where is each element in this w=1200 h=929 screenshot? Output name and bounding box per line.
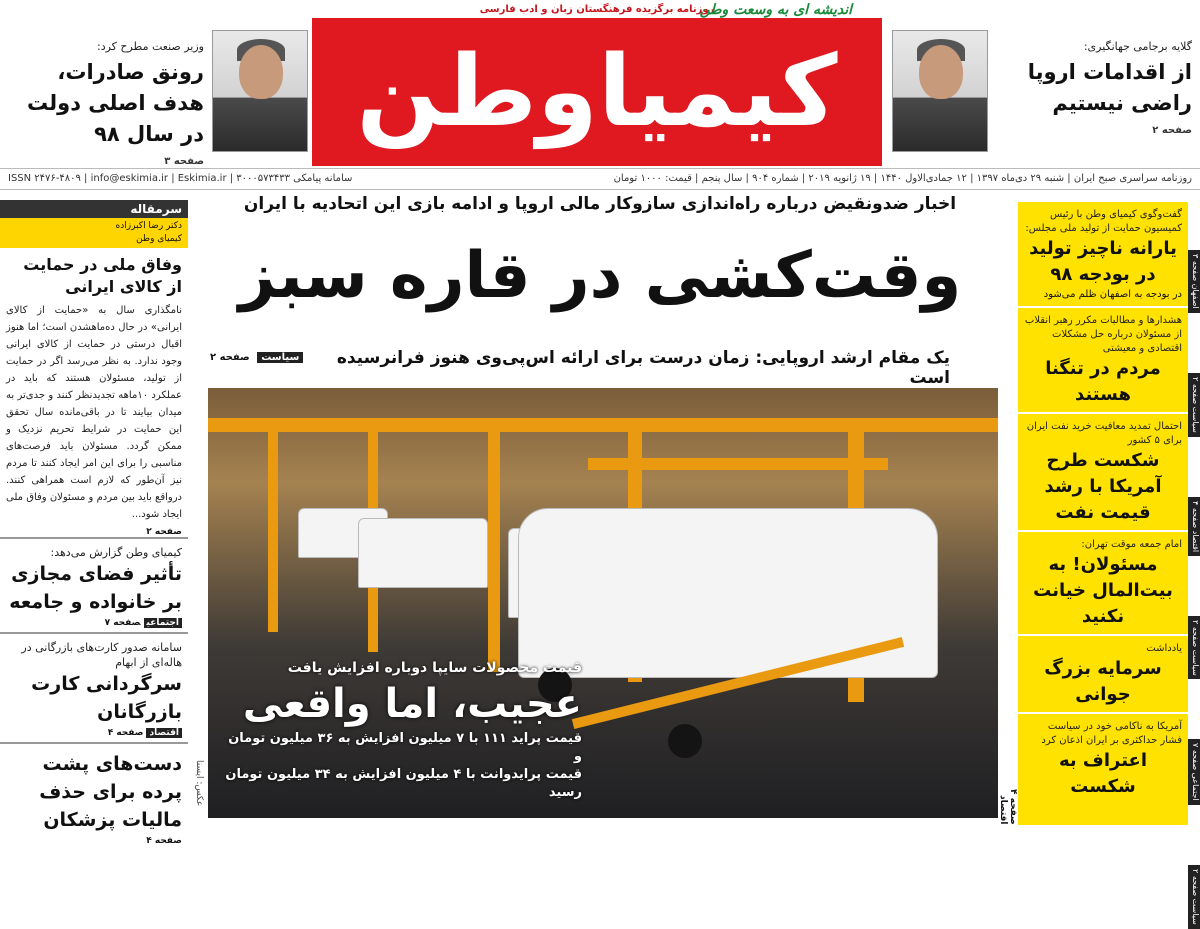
left-story[interactable] — [0, 537, 188, 632]
issue-info-bar — [0, 168, 1200, 190]
contact-details: ISSN ۲۴۷۶-۴۸۰۹ | info@eskimia.ir | Eskimia.ir | سامانه پیامکی ۳۰۰۰۵۷۳۴۳۳ — [8, 173, 353, 184]
story-headline[interactable]: یارانه ناچیز تولید در بودجه ۹۸ — [1029, 238, 1177, 285]
story-headline[interactable]: مردم در تنگنا هستند — [1045, 358, 1161, 405]
factory-photo[interactable] — [208, 388, 998, 818]
story-kicker: گفت‌وگوی کیمیای وطن با رئیس کمیسیون حمایت از تولید ملی مجلس: — [1025, 209, 1182, 234]
car-body — [358, 518, 488, 588]
masthead-tagline: روزنامه برگزیده فرهنگستان زبان و ادب فارسی — [479, 4, 715, 15]
section-tab[interactable]: سیاست صفحه ۲ — [1188, 373, 1200, 437]
main-supertitle: اخبار ضدونقیض درباره راه‌اندازی سازوکار مالی اروپا و ادامه بازی این اتحادیه با ایران — [243, 194, 957, 214]
right-story[interactable] — [1018, 414, 1188, 532]
car-wheel — [668, 724, 702, 758]
editorial-title[interactable]: وفاق ملی در حمایت از کالای ایرانی — [23, 255, 182, 296]
teaser-kicker: وزیر صنعت مطرح کرد: — [96, 40, 204, 53]
section-badge: اجتماعی — [144, 618, 182, 628]
editorial-label: سرمقاله — [0, 200, 188, 218]
editorial-body: نامگذاری سال به «حمایت از کالای ایرانی» در حال ده‌ماهشدن است؛ اما هنوز اقبال درستی در حمایت از کالای ایرانی وجود ندارد. به نظر می‌رسد اگر در حمایت از تولید، مسئولان هستند که باید در عملکرد ۱۰ماهه تجدیدنظر کنند و جدی‌تر به میدان بیایند تا در باقی‌مانده سال تحقق این حمایت در شرایط تحریم نزدیک و ممکن گردد. مسئولان باید فرصت‌های مناسبی را برای این امر ایجاد کنند تا مردم نیز آن‌طور که لازم است همراهی کنند. درواقع باید بین مردم و مسئولان وفاق ملی ایجاد شود... — [6, 305, 182, 520]
story-headline[interactable]: اعتراف به شکست — [1058, 750, 1148, 797]
page-number: صفحه ۲ — [210, 352, 250, 363]
editorial-author: دکتر رضا اکبرزاده — [115, 221, 182, 231]
photo-beam — [588, 458, 888, 470]
story-headline[interactable]: سرمایه بزرگ جوانی — [1044, 658, 1162, 705]
logo-motto: اندیشه ای به وسعت وطن — [699, 2, 852, 18]
story-ref — [6, 618, 182, 628]
page-number: صفحه ۷ — [104, 618, 141, 628]
right-story[interactable] — [1018, 308, 1188, 414]
teaser-headline[interactable]: از اقدامات اروپا راضی نیستیم — [1027, 60, 1192, 115]
photo-caption — [222, 660, 582, 802]
section-tab[interactable]: اصفهان صفحه ۳ — [1188, 250, 1200, 313]
photo-credit: عکس: ایسنا — [194, 760, 204, 807]
left-story[interactable] — [0, 632, 188, 742]
story-headline[interactable]: شکست طرح آمریکا با رشد قیمت نفت — [1044, 450, 1162, 523]
masthead — [0, 0, 1200, 168]
photo-line: قیمت پرایدوانت با ۴ میلیون افزایش به ۳۴ میلیون تومان رسید — [225, 767, 582, 800]
left-story[interactable] — [0, 742, 188, 850]
story-kicker: هشدارها و مطالبات مکرر رهبر انقلاب از مسئولان درباره حل مشکلات اقتصادی و معیشتی — [1024, 315, 1182, 354]
story-kicker: سامانه صدور کارت‌های بازرگانی در هاله‌ای از ابهام — [21, 641, 182, 669]
story-kicker: کیمیای وطن گزارش می‌دهد: — [50, 546, 182, 559]
section-tab[interactable]: سیاست صفحه ۲ — [1188, 865, 1200, 929]
photo-page-ref: صفحه ۴ اقتصاد — [998, 789, 1018, 825]
page-ref: صفحه ۲ — [146, 527, 182, 537]
story-headline[interactable]: مسئولان! به بیت‌المال خیانت نکنید — [1033, 554, 1173, 627]
story-headline[interactable]: تأثیر فضای مجازی بر خانواده و جامعه — [9, 563, 182, 613]
teaser-headline[interactable]: رونق صادرات، هدف اصلی دولت در سال ۹۸ — [27, 60, 204, 146]
photo-headline[interactable]: عجیب، اما واقعی — [242, 681, 582, 727]
story-ref — [6, 728, 182, 738]
right-story[interactable] — [1018, 532, 1188, 636]
teaser-portrait-image — [212, 30, 308, 152]
logo-text: کیمیاوطن — [356, 35, 838, 149]
page-ref: صفحه ۳ — [164, 156, 204, 167]
page-number: صفحه ۴ — [146, 836, 182, 846]
section-badge: اقتصاد — [146, 728, 182, 738]
photo-beam — [268, 432, 278, 632]
story-headline[interactable]: دست‌های پشت پرده برای حذف مالیات پزشکان — [39, 753, 182, 831]
issue-details: روزنامه سراسری صبح ایران | شنبه ۲۹ دی‌ماه ۱۳۹۷ | ۱۲ جمادی‌الاول ۱۴۴۰ | ۱۹ ژانویه ۲۰۱۹ | شماره ۹۰۴ | سال پنجم | قیمت: ۱۰۰۰ تومان — [613, 173, 1192, 184]
right-column — [1018, 202, 1188, 825]
section-tabs — [1188, 250, 1200, 925]
photo-beam — [488, 432, 500, 672]
main-page-ref — [210, 352, 303, 363]
story-ref — [6, 836, 182, 846]
page-number: صفحه ۴ — [107, 728, 144, 738]
section-tab[interactable]: اجتماعی صفحه ۷ — [1188, 739, 1200, 805]
story-kicker: احتمال تمدید معافیت خرید نفت ایران برای ۵ کشور — [1026, 421, 1182, 446]
teaser-portrait-image — [892, 30, 988, 152]
section-tab[interactable]: سیاست صفحه ۲ — [1188, 616, 1200, 680]
section-badge: سیاست — [257, 352, 303, 363]
story-kicker: آمریکا به ناکامی خود در سیاست فشار حداکثری بر ایران اذعان کرد — [1041, 721, 1182, 746]
photo-beam — [208, 418, 998, 432]
page-ref: صفحه ۲ — [1152, 125, 1192, 136]
story-kicker: یادداشت — [1146, 643, 1182, 654]
editorial-author-box — [0, 218, 188, 248]
photo-line: قیمت پراید ۱۱۱ با ۷ میلیون افزایش به ۳۶ میلیون تومان و — [228, 731, 582, 764]
story-headline[interactable]: سرگردانی کارت بازرگانان — [31, 673, 182, 723]
section-tab[interactable]: اقتصاد صفحه ۴ — [1188, 497, 1200, 556]
left-column — [0, 200, 188, 846]
story-kicker: امام جمعه موقت تهران: — [1081, 539, 1182, 550]
photo-kicker: قیمت محصولات سایپا دوباره افزایش یافت — [287, 660, 582, 676]
teaser-kicker: گلایه برجامی جهانگیری: — [1083, 40, 1192, 53]
main-subtitle: یک مقام ارشد اروپایی: زمان درست برای ارائه اس‌پی‌وی هنوز فرانرسیده است — [336, 348, 950, 388]
right-story[interactable] — [1018, 714, 1188, 804]
editorial-author-role: کیمیای وطن — [136, 234, 182, 244]
story-tail: در بودجه به اصفهان ظلم می‌شود — [1043, 289, 1182, 300]
right-story[interactable] — [1018, 202, 1188, 308]
main-headline[interactable]: وقت‌کشی در قاره سبز — [238, 239, 962, 313]
right-story[interactable] — [1018, 636, 1188, 714]
